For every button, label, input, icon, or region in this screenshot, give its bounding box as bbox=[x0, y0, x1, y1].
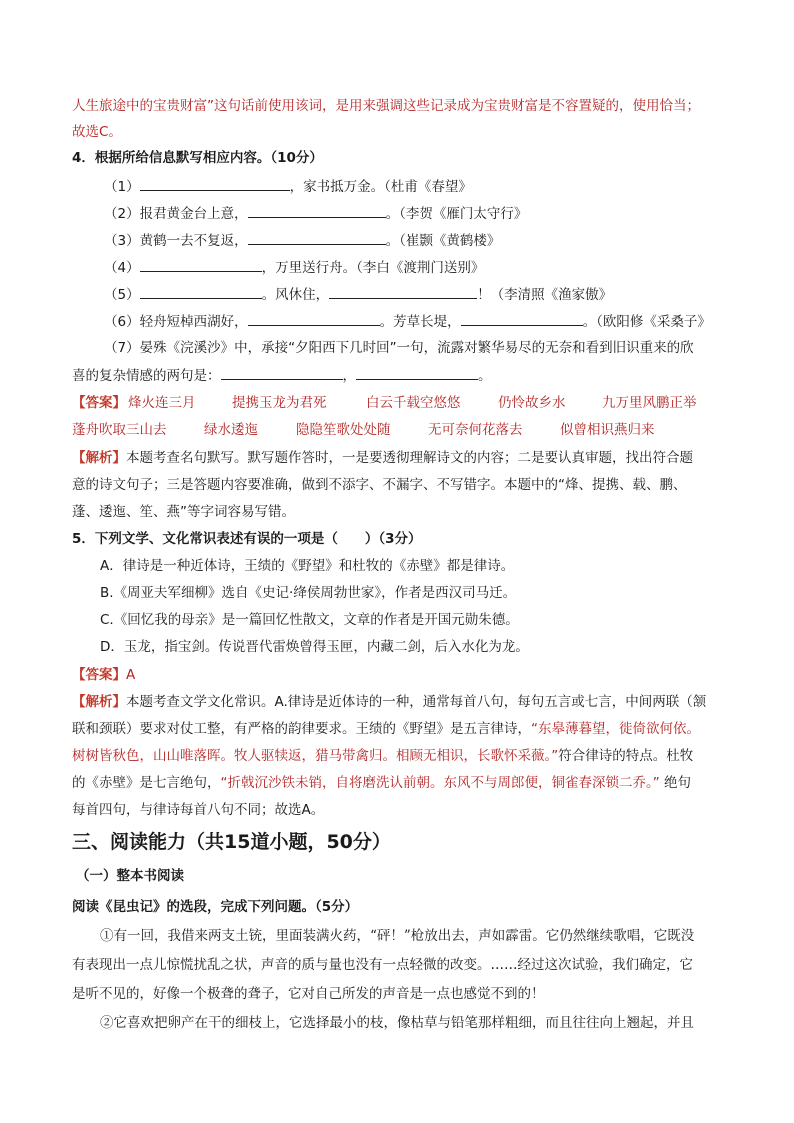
answer-tag: 【答案】 bbox=[72, 395, 126, 411]
q4-title: 4．根据所给信息默写相应内容。（10分） bbox=[72, 150, 323, 166]
q4-item-3: （3）黄鹤一去不复返， 。（崔颢《黄鹤楼》 bbox=[104, 230, 500, 251]
q4-answer-row-1 bbox=[72, 393, 126, 413]
q4-analysis-line-3: 蓬、逶迤、笙、燕”等字词容易写错。 bbox=[72, 504, 295, 520]
analysis-tag: 【解析】 bbox=[72, 450, 126, 466]
q5-analysis-line-2: 联和颈联）要求对仗工整，有严格的韵律要求。王绩的《野望》是五言律诗，“东皋薄暮望，徙倚欲何依。 bbox=[72, 721, 700, 737]
passage-para-1-line-3: 是听不见的，好像一个极聋的聋子，它对自己所发的声音是一点也感觉不到的！ bbox=[72, 986, 545, 1002]
q4-answer-2-1: 蓬舟吹取三山去 bbox=[72, 422, 167, 438]
q5-analysis-line-3: 树树皆秋色，山山唯落晖。牧人驱犊返，猎马带禽归。相顾无相识，长歌怀采薇。”符合律诗的特点。杜牧 bbox=[72, 748, 694, 764]
fill-blank bbox=[329, 284, 477, 299]
q5-option-b: B.《周亚夫军细柳》选自《史记·绛侯周勃世家》，作者是西汉司马迁。 bbox=[100, 585, 517, 601]
q4-analysis-line-1: 【解析】本题考查名句默写。默写题作答时，一是要透彻理解诗文的内容；二是要认真审题，找出符合题 bbox=[72, 450, 693, 466]
subsection-heading: （一）整本书阅读 bbox=[76, 868, 184, 884]
fill-blank bbox=[140, 176, 290, 191]
passage-para-1-line-2: 有表现出一点儿惊慌扰乱之状，声音的质与量也没有一点轻微的改变。……经过这次试验，我们确定，它 bbox=[72, 957, 693, 973]
q4-answer-2-5: 似曾相识燕归来 bbox=[560, 422, 655, 438]
fill-blank bbox=[248, 203, 386, 218]
q4-answer-2-2: 绿水逶迤 bbox=[204, 422, 258, 438]
q4-item-4: （4） ，万里送行舟。（李白《渡荆门送别》 bbox=[104, 257, 484, 278]
q5-option-a: A．律诗是一种近体诗，王绩的《野望》和杜牧的《赤壁》都是律诗。 bbox=[100, 558, 515, 574]
fill-blank bbox=[140, 284, 262, 299]
q5-analysis-line-1: 【解析】本题考查文学文化常识。A.律诗是近体诗的一种，通常每首八句，每句五言或七言，中间两联（颔 bbox=[72, 694, 707, 710]
q4-item-7-line-2: 喜的复杂情感的两句是： ， 。 bbox=[72, 365, 492, 386]
q5-answer: 【答案】A bbox=[72, 667, 136, 683]
q5-analysis-line-5: 每首四句，与律诗每首八句不同；故选A。 bbox=[72, 802, 325, 818]
passage-para-2-line-1: ②它喜欢把卵产在干的细枝上，它选择最小的枝，像枯草与铅笔那样粗细，而且往往向上翘起，并且 bbox=[100, 1015, 694, 1031]
q5-option-c: C.《回忆我的母亲》是一篇回忆性散文，文章的作者是开国元勋朱德。 bbox=[100, 612, 519, 628]
fill-blank bbox=[248, 230, 386, 245]
q5-title: 5．下列文学、文化常识表述有误的一项是（ ）（3分） bbox=[72, 531, 422, 547]
q4-answer-2-4: 无可奈何花落去 bbox=[428, 422, 523, 438]
intro-line-1: 人生旅途中的宝贵财富”这句话前使用该词，是用来强调这些记录成为宝贵财富是不容置疑的，使用恰当； bbox=[72, 98, 700, 114]
passage-para-1-line-1: ①有一回，我借来两支土铳，里面装满火药，“砰！”枪放出去，声如霹雷。它仍然继续歌唱，它既没 bbox=[100, 928, 695, 944]
q4-item-1: （1） ，家书抵万金。（杜甫《春望》 bbox=[104, 176, 472, 197]
q5-analysis-line-4: 的《赤壁》是七言绝句，“折戟沉沙铁未销，自将磨洗认前朝。东风不与周郎便，铜雀春深锁二乔。” 绝句 bbox=[72, 775, 692, 791]
q4-analysis-line-2: 意的诗文句子；三是答题内容要准确，做到不添字、不漏字、不写错字。本题中的“烽、提携、载、鹏、 bbox=[72, 477, 687, 493]
section-heading: 三、阅读能力（共15道小题，50分） bbox=[72, 831, 391, 853]
q4-answer-2-3: 隐隐笙歌处处随 bbox=[296, 422, 391, 438]
q4-answer-1-2: 提携玉龙为君死 bbox=[232, 395, 327, 411]
q4-item-6: （6）轻舟短棹西湖好， 。芳草长堤， 。（欧阳修《采桑子》 bbox=[104, 311, 711, 332]
intro-line-2: 故选C。 bbox=[72, 124, 122, 140]
fill-blank bbox=[461, 311, 583, 326]
fill-blank bbox=[248, 311, 380, 326]
q4-answer-1-1: 烽火连三月 bbox=[128, 395, 196, 411]
analysis-tag: 【解析】 bbox=[72, 694, 126, 710]
q4-item-7-line-1: （7）晏殊《浣溪沙》中，承接“夕阳西下几时回”一句，流露对繁华易尽的无奈和看到旧识重来的欣 bbox=[104, 340, 694, 356]
fill-blank bbox=[140, 257, 262, 272]
q4-answer-1-4: 仍怜故乡水 bbox=[498, 395, 566, 411]
reading-prompt: 阅读《昆虫记》的选段，完成下列问题。（5分） bbox=[72, 899, 359, 915]
answer-tag: 【答案】 bbox=[72, 667, 126, 683]
q4-answer-1-5: 九万里风鹏正举 bbox=[602, 395, 697, 411]
q5-option-d: D．玉龙，指宝剑。传说晋代雷焕曾得玉匣，内藏二剑，后入水化为龙。 bbox=[100, 639, 529, 655]
q4-answer-1-3: 白云千载空悠悠 bbox=[366, 395, 461, 411]
fill-blank bbox=[221, 365, 343, 380]
fill-blank bbox=[356, 365, 478, 380]
q4-item-5: （5） 。风休住， ！（李清照《渔家傲》 bbox=[104, 284, 612, 305]
q4-item-2: （2）报君黄金台上意， 。（李贺《雁门太守行》 bbox=[104, 203, 527, 224]
